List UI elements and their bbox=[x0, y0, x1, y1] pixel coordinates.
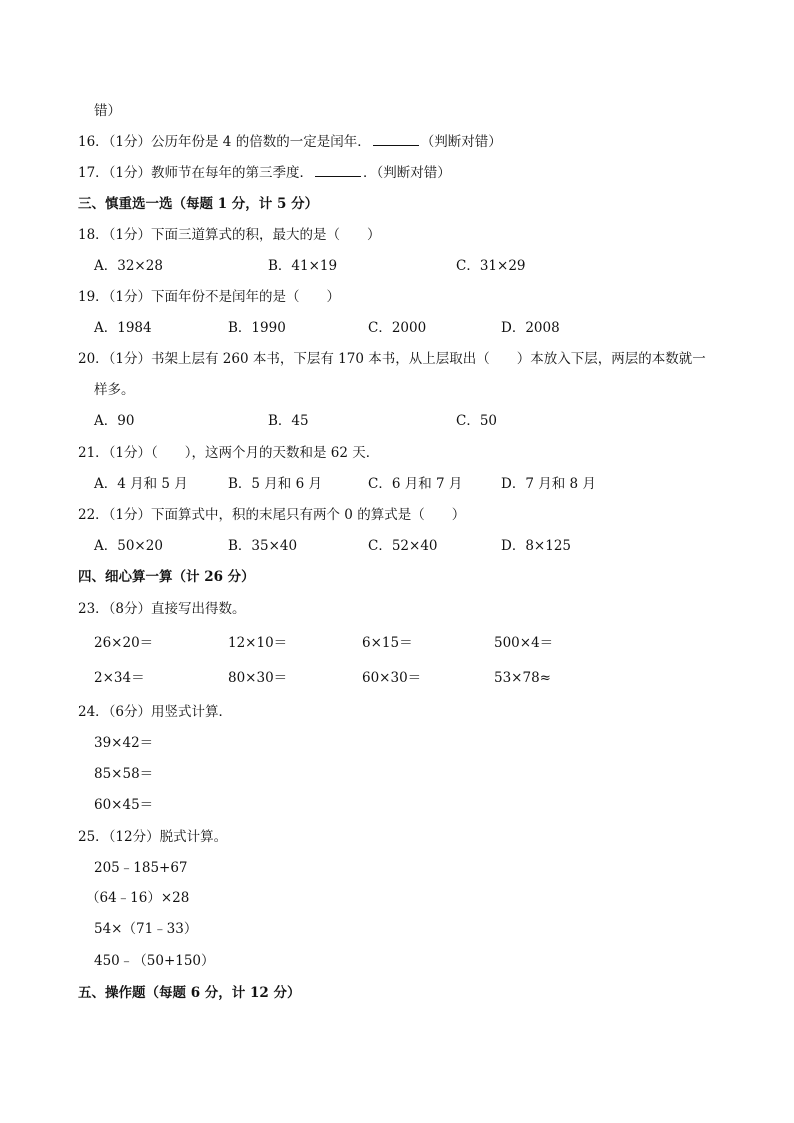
q24-item: 85×58＝ bbox=[94, 766, 154, 782]
q23-item: 80×30＝ bbox=[228, 670, 288, 686]
q24-item: 60×45＝ bbox=[94, 797, 154, 813]
question-25: 25．（12分）脱式计算。 bbox=[78, 829, 228, 845]
q22-option-d[interactable]: D．8×125 bbox=[501, 538, 571, 554]
question-21: 21．（1分）（ ），这两个月的天数和是 62 天． bbox=[78, 445, 380, 461]
q25-item: 54×（71﹣33） bbox=[94, 921, 198, 937]
q19-option-c[interactable]: C．2000 bbox=[368, 320, 427, 336]
q19-option-d[interactable]: D．2008 bbox=[501, 320, 560, 336]
q22-option-c[interactable]: C．52×40 bbox=[368, 538, 438, 554]
q22-option-b[interactable]: B．35×40 bbox=[228, 538, 298, 554]
q19-option-a[interactable]: A．1984 bbox=[94, 320, 152, 336]
q25-item: 450﹣（50+150） bbox=[94, 953, 215, 969]
q25-item: 205﹣185+67 bbox=[94, 860, 188, 876]
question-17-suffix: ．（判断对错） bbox=[363, 165, 451, 181]
q21-option-c[interactable]: C．6 月和 7 月 bbox=[368, 476, 463, 492]
answer-blank[interactable] bbox=[315, 164, 361, 177]
q21-option-b[interactable]: B．5 月和 6 月 bbox=[228, 476, 322, 492]
section-5-heading: 五、操作题（每题 6 分，计 12 分） bbox=[78, 985, 301, 1001]
answer-blank[interactable] bbox=[373, 133, 419, 146]
q21-option-a[interactable]: A．4 月和 5 月 bbox=[94, 476, 188, 492]
question-20-continued: 样多。 bbox=[94, 382, 135, 398]
question-17-text: 17．（1分）教师节在每年的第三季度． bbox=[78, 165, 314, 181]
q23-item: 53×78≈ bbox=[494, 670, 551, 686]
q23-item: 12×10＝ bbox=[228, 635, 288, 651]
q23-item: 60×30＝ bbox=[362, 670, 422, 686]
q21-option-d[interactable]: D．7 月和 8 月 bbox=[501, 476, 596, 492]
question-16 bbox=[78, 133, 502, 151]
question-17 bbox=[78, 164, 451, 182]
q22-option-a[interactable]: A．50×20 bbox=[94, 538, 163, 554]
q23-item: 6×15＝ bbox=[362, 635, 413, 651]
q20-option-a[interactable]: A．90 bbox=[94, 413, 135, 429]
continued-text: 错） bbox=[94, 103, 121, 119]
question-16-text: 16．（1分）公历年份是 4 的倍数的一定是闰年． bbox=[78, 134, 371, 150]
question-19: 19．（1分）下面年份不是闰年的是（ ） bbox=[78, 289, 341, 305]
q18-option-b[interactable]: B．41×19 bbox=[268, 258, 338, 274]
question-16-suffix: （判断对错） bbox=[420, 134, 502, 150]
section-4-heading: 四、细心算一算（计 26 分） bbox=[78, 569, 255, 585]
q25-item: （64﹣16）×28 bbox=[86, 890, 190, 906]
question-22: 22．（1分）下面算式中，积的末尾只有两个 0 的算式是（ ） bbox=[78, 507, 466, 523]
q20-option-c[interactable]: C．50 bbox=[456, 413, 498, 429]
question-18: 18．（1分）下面三道算式的积，最大的是（ ） bbox=[78, 227, 381, 243]
q20-option-b[interactable]: B．45 bbox=[268, 413, 309, 429]
section-3-heading: 三、慎重选一选（每题 1 分，计 5 分） bbox=[78, 196, 319, 212]
q23-item: 500×4＝ bbox=[494, 635, 554, 651]
question-24: 24．（6分）用竖式计算． bbox=[78, 704, 233, 720]
q19-option-b[interactable]: B．1990 bbox=[228, 320, 286, 336]
q18-option-c[interactable]: C．31×29 bbox=[456, 258, 526, 274]
q23-item: 26×20＝ bbox=[94, 635, 154, 651]
q24-item: 39×42＝ bbox=[94, 735, 154, 751]
question-20: 20．（1分）书架上层有 260 本书，下层有 170 本书，从上层取出（ ）本放入下层，两层的本数就一 bbox=[78, 351, 706, 367]
q23-item: 2×34＝ bbox=[94, 670, 145, 686]
question-23: 23．（8分）直接写出得数。 bbox=[78, 601, 246, 617]
q18-option-a[interactable]: A．32×28 bbox=[94, 258, 163, 274]
